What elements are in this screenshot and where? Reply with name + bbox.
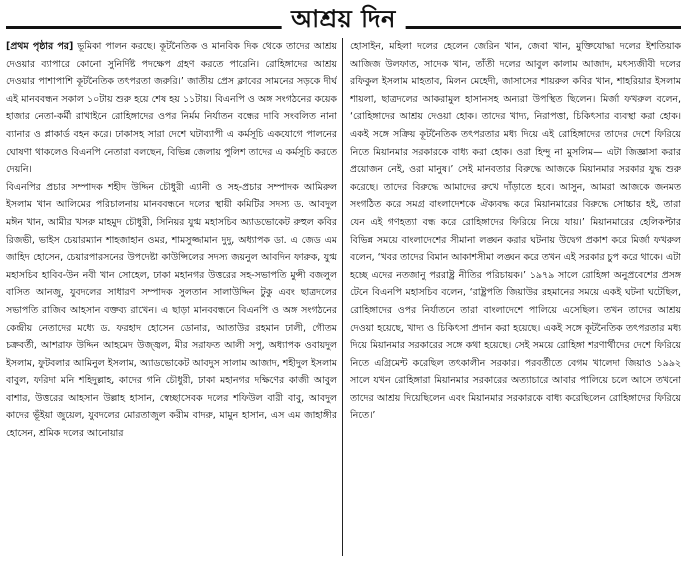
continuation-label: [প্রথম পৃষ্ঠার পর] [6,41,74,52]
paragraph-text: ভূমিকা পালন করছে। কূটনৈতিক ও মানবিক দিক থেকে তাদের আশ্রয় দেওয়ার ব্যাপারে কোনো সুনির্দিষ্ট পদক্ষেপ গ্রহণ করতে পারেনি। রোহিঙ্গাদের আশ্রয় দেওয়ার পাশাপাশি কূটনৈতিক তৎপরতা জরুরি।’ জাতীয় প্রেস ক্লাবের সামনের সড়কে দীর্ঘ এই মানববন্ধন সকাল ১০টায় শুরু হয়ে শেষ হয় ১১টায়। বিএনপি ও অঙ্গ সংগঠনের কয়েক হাজার নেতা-কর্মী রাখাইনে রোহিঙ্গাদের ওপর নির্মম নির্যাতন বন্ধের দাবি সংবলিত নানা ব্যানার ও প্লাকার্ড বহন করে। ঢাকাসহ সারা দেশে ঘটাব্যাপী এ কর্মসূচি একযোগে পালনের ঘোষণা থাকলেও বিএনপি নেতারা বলছেন, বিভিন্ন জেলায় পুলিশ তাদের এ কর্মসূচি করতে দেয়নি। [6,41,337,176]
article-column-right [350,38,681,558]
headline-band [6,4,681,34]
article-column-left [6,38,337,558]
article-paragraph: হোসাইন, মহিলা দলের হেলেন জেরিন খান, জেবা খান, মুক্তিযোদ্ধা দলের ইশতিয়াক আজিজ উলফাত, সাদেক খান, তাঁতী দলের আবুল কালাম আজাদ, মৎস্যজীবী দলের রফিকুল ইসলাম মাহতাব, মিলন মেহেদী, জাসাসের শায়রুল কবির খান, শাহরিয়ার ইসলাম শায়লা, ছাত্রদলের আকরামুল হাসানসহ অন্যরা উপস্থিত ছিলেন। মির্জা ফখরুল বলেন, ‘রোহিঙ্গাদের আশ্রয় দেওয়া হোক। তাদের খাদ্য, নিরাপত্তা, চিকিৎসার ব্যবস্থা করা হোক। একই সঙ্গে সক্রিয় কূটনৈতিক তৎপরতার মধ্য দিয়ে এই রোহিঙ্গাদের তাদের দেশে ফিরিয়ে নিতে মিয়ানমার সরকারকে বাধ্য করা হোক। ওরা হিন্দু না মুসলিম— এটা জিজ্ঞাসা করার প্রয়োজন নেই, ওরা মানুষ।’ সেই মানবতার বিরুদ্ধে আজকে মিয়ানমার সরকার যুদ্ধ শুরু করেছে। তাদের বিরুদ্ধে আমাদের রুখে দাঁড়াতে হবে। আসুন, আমরা আজকে জনমত সংগঠিত করে সমগ্র বাংলাদেশকে ঐক্যবদ্ধ করে মিয়ানমারের বিরুদ্ধে সোচ্চার হই, তারা যেন এই গণহত্যা বন্ধ করে রোহিঙ্গাদের ফিরিয়ে নিয়ে যায়।’ মিয়ানমারের হেলিকপ্টার বিভিন্ন সময়ে বাংলাদেশের সীমানা লঙ্ঘন করার ঘটনায় উদ্বেগ প্রকাশ করে মির্জা ফখরুল বলেন, ‘খবর তাদের বিমান আকাশসীমা লঙ্ঘন করে তখন এই সরকার চুপ করে থাকে। এটা হচ্ছে এদের নতজানু পররাষ্ট্র নীতির পরিচায়ক।’ ১৯৭৯ সালে রোহিঙ্গা অনুপ্রবেশের প্রসঙ্গ টেনে বিএনপি মহাসচিব বলেন, ‘রাষ্ট্রপতি জিয়াউর রহমানের সময়ে একই ঘটনা ঘটেছিল, রোহিঙ্গাদের ওপর নির্যাতনে তারা বাংলাদেশে পালিয়ে এসেছিল। তখন তাদের আশ্রয় দেওয়া হয়েছে, খাদ্য ও চিকিৎসা প্রদান করা হয়েছে। একই সঙ্গে কূটনৈতিক তৎপরতার মধ্য দিয়ে মিয়ানমার সরকারের সঙ্গে কথা হয়েছে। সেই সময়ে রোহিঙ্গা শরণার্থীদের দেশে ফিরিয়ে নিতে এগ্রিমেন্ট করেছিল তৎকালীন সরকার। পরবর্তীতে বেগম খালেদা জিয়াও ১৯৯২ সালে যখন রোহিঙ্গারা মিয়ানমার সরকারের অত্যাচারে আবার পালিয়ে চলে আসে তখনো তাদের আশ্রয় দিয়েছিলেন এবং মিয়ানমার সরকারকে বাধ্য করেছিলেন রোহিঙ্গাদের ফিরিয়ে নিতে।’ [350,41,681,422]
headline: আশ্রয় দিন [281,4,406,34]
article-paragraph: বিএনপির প্রচার সম্পাদক শহীদ উদ্দিন চৌধুরী এ্যানী ও সহ-প্রচার সম্পাদক আমিরুল ইসলাম খান আলিমের পরিচালনায় মানববন্ধনে দলের স্থায়ী কমিটির সদস্য ড. আবদুল মঈন খান, আমীর খসরু মাহমুদ চৌধুরী, সিনিয়র যুগ্ম মহাসচিব অ্যাডভোকেট রুহুল কবির রিজভী, ভাইস চেয়ারম্যান শাহজাহান ওমর, শামসুজ্জামান দুদু, অধ্যাপক ডা. এ জেড এম জাহিদ হোসেন, চেয়ারপারসনের উপদেষ্টা কাউন্সিলের সদস্য জয়নুল আবদিন ফারুক, যুগ্ম মহাসচিব হাবিব-উন নবী খান সোহেল, ঢাকা মহানগর উত্তরের সহ-সভাপতি মুন্সী বজলুল বাসিত আনজু, যুবদলের সাধারণ সম্পাদক সুলতান সালাউদ্দিন টুকু এবং ছাত্রদলের সভাপতি রাজিব আহসান বক্তব্য রাখেন। এ ছাড়া মানববন্ধনে বিএনপি ও অঙ্গ সংগঠনের কেন্দ্রীয় নেতাদের মধ্যে ড. ফরহাদ হোসেন ডোনার, আতাউর রহমান ঢালী, গৌতম চক্রবর্তী, আশরাফ উদ্দিন আহমেদ উজ্জ্বল, মীর সরাফত আলী সপু, অধ্যাপক ওবায়দুল ইসলাম, ফুটবলার আমিনুল ইসলাম, অ্যাডভোকেট আবদুস সালাম আজাদ, শহীদুল ইসলাম বাবুল, ফরিদা মনি শহিদুল্লাহ, কাদের গনি চৌধুরী, ঢাকা মহানগর দক্ষিণের কাজী আবুল বাশার, উত্তরের আহসান উল্লাহ হাসান, স্বেচ্ছাসেবক দলের শফিউল বারী বাবু, আবদুল কাদের ভূঁইয়া জুয়েল, যুবদলের মোরতাজুল করীম বাদরু, মামুন হাসান, এস এম জাহাঙ্গীর হোসেন, শ্রমিক দলের আনোয়ার [6,181,337,440]
article-paragraph [6,38,337,179]
column-divider [342,38,343,556]
